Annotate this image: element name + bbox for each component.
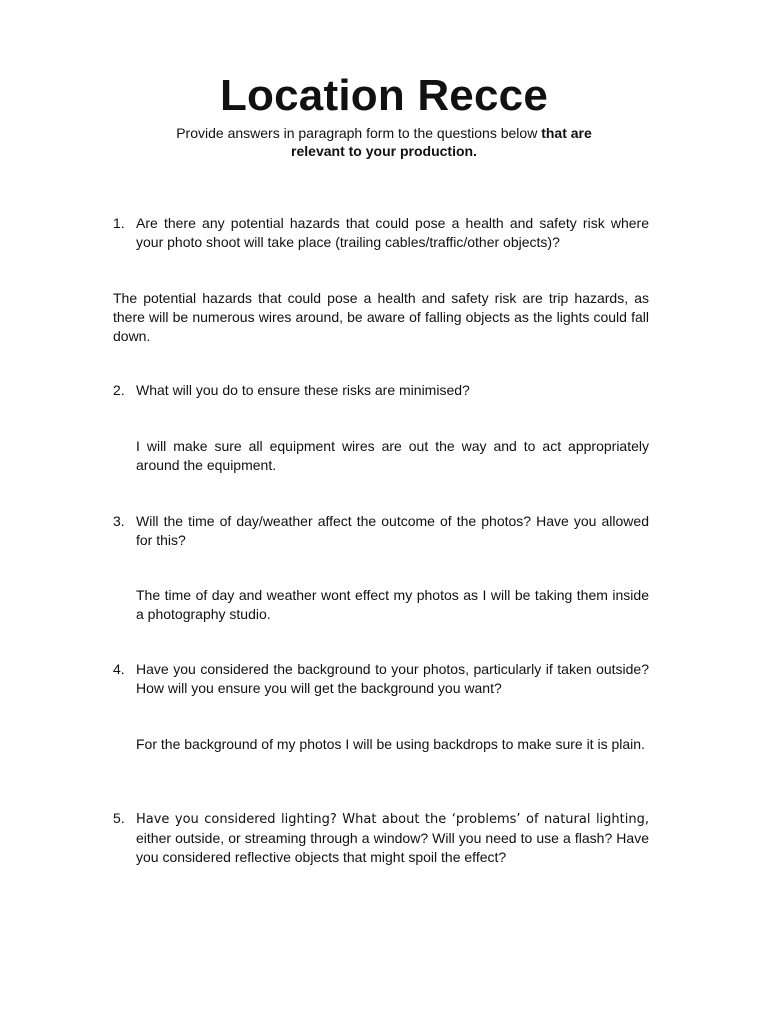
question-text xyxy=(136,809,649,867)
question-text: Have you considered the background to your photos, particularly if taken outside? How will you ensure you will get the background you want? xyxy=(136,661,649,696)
answer-3: The time of day and weather wont effect my photos as I will be taking them inside a photography studio. xyxy=(136,587,649,622)
intro-bold: that are relevant to your production. xyxy=(291,125,592,159)
question-text-lead: Have you considered lighting? What about the ‘problems’ of natural lighting, xyxy=(136,812,649,827)
question-number: 2. xyxy=(113,382,125,398)
question-5 xyxy=(113,809,649,867)
question-number: 1. xyxy=(113,215,125,231)
question-number: 3. xyxy=(113,513,125,529)
question-3 xyxy=(113,512,649,550)
question-2 xyxy=(113,381,649,400)
intro-text xyxy=(150,124,618,160)
question-text: Are there any potential hazards that could pose a health and safety risk where your photo shoot will take place (trailing cables/traffic/other objects)? xyxy=(136,215,649,250)
question-4 xyxy=(113,660,649,698)
answer-2: I will make sure all equipment wires are out the way and to act appropriately around the equipment. xyxy=(136,438,649,473)
question-text: Will the time of day/weather affect the outcome of the photos? Have you allowed for this? xyxy=(136,513,649,548)
intro-plain: Provide answers in paragraph form to the questions below xyxy=(176,125,542,141)
answer-4: For the background of my photos I will be using backdrops to make sure it is plain. xyxy=(136,736,645,752)
question-number: 5. xyxy=(113,810,125,826)
question-text: What will you do to ensure these risks are minimised? xyxy=(136,382,470,398)
question-text-rest: either outside, or streaming through a window? Will you need to use a flash? Have you considered reflective objects that might spoil the effect? xyxy=(136,830,649,865)
question-number: 4. xyxy=(113,661,125,677)
document-title: Location Recce xyxy=(219,71,548,120)
question-1 xyxy=(113,214,649,252)
answer-1: The potential hazards that could pose a health and safety risk are trip hazards, as there will be numerous wires around, be aware of falling objects as the lights could fall down. xyxy=(113,290,649,344)
